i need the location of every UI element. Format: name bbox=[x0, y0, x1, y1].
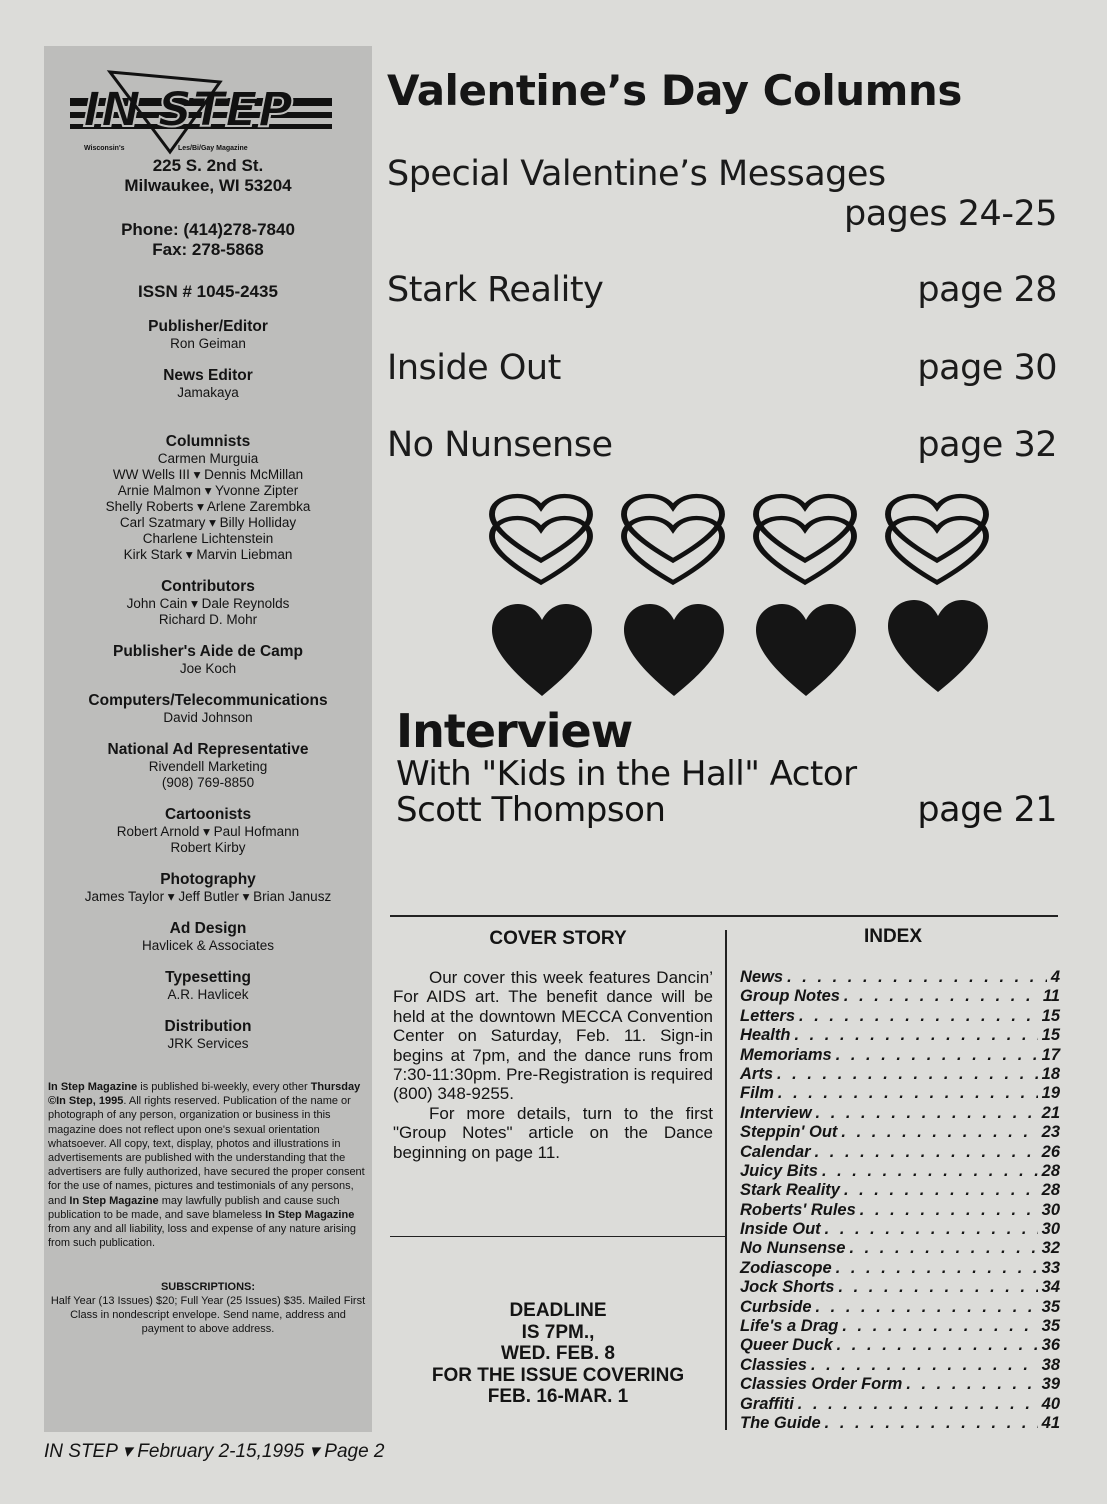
in-step-logo bbox=[70, 64, 332, 156]
deadline-notice bbox=[390, 1300, 726, 1408]
index-page-number: 30 bbox=[1041, 1200, 1060, 1219]
staff-name: Shelly Roberts ▾ Arlene Zarembka bbox=[105, 499, 311, 514]
staff-name: Robert Kirby bbox=[170, 840, 246, 855]
staff-section bbox=[44, 1018, 372, 1052]
index-page-number: 28 bbox=[1041, 1161, 1060, 1180]
column-page-valentines: pages 24-25 bbox=[844, 194, 1057, 234]
legal-bold-2: Thursday ©In Step, 1995 bbox=[48, 1081, 361, 1108]
staff-section bbox=[44, 969, 372, 1003]
index-leader-dots bbox=[837, 1336, 1038, 1355]
staff-section bbox=[44, 578, 372, 628]
index-row bbox=[740, 1375, 1060, 1394]
index-row bbox=[740, 1220, 1060, 1239]
index-page-number: 40 bbox=[1041, 1394, 1060, 1413]
staff-role: Cartoonists bbox=[164, 806, 252, 823]
logo-main-text: IN STEP bbox=[82, 82, 294, 138]
index-label: Jock Shorts bbox=[740, 1278, 835, 1297]
column-page-no-nunsense: page 32 bbox=[917, 425, 1057, 465]
deadline-line: IS 7PM., bbox=[521, 1321, 595, 1343]
logo-tagline-right: Les/Bi/Gay Magazine bbox=[178, 145, 248, 152]
index-row bbox=[740, 987, 1060, 1006]
address-line2: Milwaukee, WI 53204 bbox=[124, 176, 292, 195]
index-leader-dots bbox=[816, 1104, 1038, 1123]
index-page-number: 19 bbox=[1041, 1084, 1060, 1103]
index-leader-dots bbox=[825, 1414, 1038, 1433]
address-block bbox=[44, 156, 372, 196]
index-label: Arts bbox=[740, 1064, 774, 1083]
column-title-valentines: Special Valentine’s Messages bbox=[387, 154, 886, 194]
staff-name: Jamakaya bbox=[177, 385, 239, 400]
staff-section bbox=[44, 643, 372, 677]
deadline-line: DEADLINE bbox=[509, 1300, 607, 1321]
staff-name: Carl Szatmary ▾ Billy Holliday bbox=[119, 515, 297, 530]
double-heart-outline-icon bbox=[888, 496, 986, 582]
index-label: No Nunsense bbox=[740, 1239, 846, 1258]
solid-heart-icon bbox=[756, 604, 856, 696]
staff-name: Richard D. Mohr bbox=[158, 612, 258, 627]
cover-story-title: COVER STORY bbox=[489, 928, 627, 949]
index-row bbox=[740, 1395, 1060, 1414]
index-page-number: 21 bbox=[1041, 1103, 1060, 1122]
address-line1: 225 S. 2nd St. bbox=[152, 156, 264, 175]
index-label: The Guide bbox=[740, 1413, 821, 1432]
index-row bbox=[740, 1181, 1060, 1200]
staff-section bbox=[44, 920, 372, 954]
index-leader-dots bbox=[777, 1065, 1038, 1084]
staff-role: Columnists bbox=[165, 433, 251, 450]
index-label: Letters bbox=[740, 1006, 796, 1025]
index-row bbox=[740, 1239, 1060, 1258]
index-row bbox=[740, 1046, 1060, 1065]
deadline-line: FEB. 16-MAR. 1 bbox=[487, 1386, 629, 1407]
index-leader-dots bbox=[841, 1123, 1037, 1142]
index-page-number: 35 bbox=[1041, 1297, 1060, 1316]
staff-section bbox=[44, 433, 372, 563]
column-page-stark-reality: page 28 bbox=[917, 270, 1057, 310]
index-page-number: 17 bbox=[1041, 1045, 1060, 1064]
staff-name: Havlicek & Associates bbox=[141, 938, 275, 953]
index-row bbox=[740, 1065, 1060, 1084]
solid-heart-icon bbox=[624, 604, 724, 696]
interview-page: page 21 bbox=[917, 790, 1057, 830]
index-label: Stark Reality bbox=[740, 1181, 840, 1200]
index-row bbox=[740, 1201, 1060, 1220]
staff-name: Joe Koch bbox=[179, 661, 237, 676]
index-page-number: 28 bbox=[1041, 1181, 1060, 1200]
staff-role: Ad Design bbox=[169, 920, 247, 937]
staff-name: WW Wells III ▾ Dennis McMillan bbox=[112, 467, 304, 482]
index-leader-dots bbox=[836, 1046, 1038, 1065]
subscriptions-block bbox=[50, 1280, 366, 1336]
index-row bbox=[740, 1084, 1060, 1103]
interview-heading: Interview bbox=[396, 704, 633, 758]
index-page-number: 35 bbox=[1041, 1317, 1060, 1336]
index-row bbox=[740, 1336, 1060, 1355]
index-page-number: 15 bbox=[1041, 1026, 1060, 1045]
index-leader-dots bbox=[811, 1356, 1038, 1375]
index-page-number: 11 bbox=[1042, 987, 1060, 1006]
staff-name: Rivendell Marketing bbox=[148, 759, 268, 774]
index-label: Classies Order Form bbox=[740, 1375, 903, 1394]
index-page-number: 39 bbox=[1041, 1375, 1060, 1394]
index-leader-dots bbox=[787, 968, 1047, 987]
index-label: Memoriams bbox=[740, 1045, 832, 1064]
index-page-number: 26 bbox=[1041, 1142, 1060, 1161]
legal-text-2: . All rights reserved. Publication of the name or photograph of any person, organization or business in this magazine does not reflect upon one's sexual orientation whatsoever. All copy, text, display, photos and illustrations in advertisements are published with the understanding that the advertisers are fully authorized, have secured the proper consent for the use of names, pictures and testimonials of any persons, and bbox=[48, 1095, 365, 1207]
index-label: Zodiascope bbox=[740, 1258, 832, 1277]
subscriptions-text: Half Year (13 Issues) $20; Full Year (25 Issues) $35. Mailed First Class in nondescript envelope. Send name, address and payment to above address. bbox=[50, 1295, 366, 1335]
page-headline: Valentine’s Day Columns bbox=[387, 66, 962, 115]
index-leader-dots bbox=[798, 1395, 1038, 1414]
legal-text-4: from any and all liability, loss and expense of any nature arising from such publication. bbox=[48, 1223, 356, 1250]
deadline-line: FOR THE ISSUE COVERING bbox=[431, 1364, 685, 1386]
index-row bbox=[740, 1007, 1060, 1026]
index-page-number: 23 bbox=[1041, 1123, 1060, 1142]
index-row bbox=[740, 1026, 1060, 1045]
page-footer: IN STEP ▾ February 2-15,1995 ▾ Page 2 bbox=[44, 1441, 385, 1462]
interview-line2: Scott Thompson bbox=[396, 790, 666, 830]
index-leader-dots bbox=[906, 1375, 1037, 1394]
staff-role: Computers/Telecommunications bbox=[88, 692, 328, 709]
index-page-number: 36 bbox=[1041, 1336, 1060, 1355]
fax-number: Fax: 278-5868 bbox=[152, 240, 264, 259]
staff-role: Typesetting bbox=[165, 969, 251, 986]
masthead-panel bbox=[44, 46, 372, 1432]
index-row bbox=[740, 1298, 1060, 1317]
staff-name: Arnie Malmon ▾ Yvonne Zipter bbox=[117, 483, 299, 498]
index-leader-dots bbox=[849, 1239, 1037, 1258]
subscriptions-title: SUBSCRIPTIONS: bbox=[160, 1281, 256, 1293]
index-leader-dots bbox=[844, 1181, 1038, 1200]
hearts-illustration bbox=[488, 492, 1008, 702]
index-row bbox=[740, 1123, 1060, 1142]
staff-name: James Taylor ▾ Jeff Butler ▾ Brian Janusz bbox=[84, 889, 332, 904]
legal-bold-1: In Step Magazine bbox=[48, 1081, 138, 1093]
legal-text-3: may lawfully publish and cause such publication to be made, and save blameless bbox=[48, 1194, 340, 1221]
index-page-number: 4 bbox=[1050, 968, 1060, 986]
logo-tagline-left: Wisconsin's bbox=[84, 145, 125, 152]
staff-name: David Johnson bbox=[163, 710, 253, 725]
staff-name: Kirk Stark ▾ Marvin Liebman bbox=[123, 547, 293, 562]
staff-name: Charlene Lichtenstein bbox=[142, 531, 274, 546]
index-leader-dots bbox=[844, 987, 1039, 1006]
cover-story-paragraph: Our cover this week features Dancin’ For AIDS art. The benefit dance will be held at the downtown MECCA Convention Center on Saturday, Feb. 11. Sign-in begins at 7pm, and the dance runs from 7:30-11:30pm. Pre-Registration is required (800) 348-9255. bbox=[393, 968, 714, 1104]
staff-name: Ron Geiman bbox=[170, 336, 246, 351]
logo-wordmark bbox=[83, 82, 293, 138]
index-leader-dots bbox=[799, 1007, 1038, 1026]
deadline-line: WED. FEB. 8 bbox=[500, 1343, 615, 1364]
index-label: Roberts' Rules bbox=[740, 1200, 856, 1219]
index-page-number: 33 bbox=[1041, 1258, 1060, 1277]
staff-role: News Editor bbox=[163, 367, 253, 384]
legal-bold-4: In Step Magazine bbox=[265, 1208, 355, 1221]
column-title-no-nunsense: No Nunsense bbox=[387, 425, 613, 465]
index-label: Life's a Drag bbox=[740, 1317, 839, 1336]
double-heart-outline-icon bbox=[756, 496, 854, 582]
index-leader-dots bbox=[778, 1084, 1038, 1103]
index-leader-dots bbox=[816, 1298, 1038, 1317]
staff-list bbox=[44, 318, 372, 1067]
staff-section bbox=[44, 367, 372, 401]
cover-story-body bbox=[393, 968, 713, 1162]
index-page-number: 41 bbox=[1041, 1413, 1060, 1432]
index-label: Film bbox=[740, 1084, 774, 1103]
section-divider bbox=[390, 915, 1058, 917]
staff-name: A.R. Havlicek bbox=[167, 987, 249, 1002]
index-leader-dots bbox=[842, 1317, 1037, 1336]
staff-role: National Ad Representative bbox=[107, 741, 309, 758]
staff-name: (908) 769-8850 bbox=[161, 775, 255, 790]
solid-heart-icon bbox=[888, 600, 988, 692]
staff-section bbox=[44, 692, 372, 726]
index-title: INDEX bbox=[863, 926, 923, 947]
index-label: Juicy Bits bbox=[740, 1161, 818, 1180]
index-row bbox=[740, 1317, 1060, 1336]
index-row bbox=[740, 1414, 1060, 1433]
index-leader-dots bbox=[794, 1026, 1037, 1045]
phone-number: Phone: (414)278-7840 bbox=[121, 220, 295, 239]
double-heart-outline-icon bbox=[624, 496, 722, 582]
interview-line1: With "Kids in the Hall" Actor bbox=[396, 754, 857, 794]
staff-role: Distribution bbox=[164, 1018, 252, 1035]
index-row bbox=[740, 1259, 1060, 1278]
staff-name: JRK Services bbox=[167, 1036, 249, 1051]
index-page-number: 34 bbox=[1041, 1278, 1060, 1297]
index-row bbox=[740, 1143, 1060, 1162]
index-label: Inside Out bbox=[740, 1220, 821, 1239]
index-page-number: 18 bbox=[1041, 1064, 1060, 1083]
staff-role: Photography bbox=[160, 871, 256, 888]
cover-divider bbox=[390, 1236, 726, 1237]
index-label: Graffiti bbox=[740, 1394, 794, 1413]
legal-notice bbox=[48, 1080, 370, 1250]
index-label: Classies bbox=[740, 1355, 807, 1374]
staff-name: John Cain ▾ Dale Reynolds bbox=[126, 596, 290, 611]
staff-role: Contributors bbox=[161, 578, 255, 595]
index-page-number: 30 bbox=[1041, 1220, 1060, 1239]
index-row bbox=[740, 1278, 1060, 1297]
index-leader-dots bbox=[815, 1143, 1038, 1162]
index-leader-dots bbox=[822, 1162, 1038, 1181]
cover-story-paragraph: For more details, turn to the first "Group Notes" article on the Dance beginning on page 11. bbox=[393, 1103, 713, 1162]
contact-block bbox=[44, 220, 372, 260]
index-label: Curbside bbox=[740, 1297, 812, 1316]
index-row bbox=[740, 1356, 1060, 1375]
index-label: Queer Duck bbox=[740, 1336, 833, 1355]
issn-number: ISSN # 1045-2435 bbox=[138, 282, 278, 301]
index-page-number: 38 bbox=[1041, 1355, 1060, 1374]
index-label: Group Notes bbox=[740, 987, 840, 1006]
index-label: Calendar bbox=[740, 1142, 811, 1161]
legal-text-1: is published bi-weekly, every other bbox=[137, 1081, 311, 1093]
index-leader-dots bbox=[825, 1220, 1038, 1239]
index-row bbox=[740, 1162, 1060, 1181]
double-heart-outline-icon bbox=[492, 496, 590, 582]
staff-section bbox=[44, 318, 372, 352]
staff-role: Publisher/Editor bbox=[148, 318, 268, 335]
index-row bbox=[740, 1104, 1060, 1123]
staff-name: Robert Arnold ▾ Paul Hofmann bbox=[116, 824, 300, 839]
index-page-number: 15 bbox=[1041, 1006, 1060, 1025]
solid-heart-icon bbox=[492, 604, 592, 696]
index-leader-dots bbox=[860, 1201, 1038, 1220]
index-row bbox=[740, 968, 1060, 987]
index-label: Health bbox=[740, 1026, 791, 1045]
staff-section bbox=[44, 871, 372, 905]
index-leader-dots bbox=[836, 1259, 1038, 1278]
staff-section bbox=[44, 741, 372, 791]
staff-section bbox=[44, 806, 372, 856]
index-label: Steppin' Out bbox=[740, 1123, 838, 1142]
legal-bold-3: In Step Magazine bbox=[69, 1194, 159, 1207]
index-leader-dots bbox=[838, 1278, 1037, 1297]
index-label: Interview bbox=[740, 1103, 812, 1122]
column-page-inside-out: page 30 bbox=[917, 348, 1057, 388]
column-title-stark-reality: Stark Reality bbox=[387, 270, 604, 310]
index-page-number: 32 bbox=[1041, 1239, 1060, 1258]
index-label: News bbox=[740, 968, 784, 986]
staff-name: Carmen Murguia bbox=[157, 451, 259, 466]
index-list bbox=[740, 968, 1060, 1433]
staff-role: Publisher's Aide de Camp bbox=[112, 643, 304, 660]
column-title-inside-out: Inside Out bbox=[387, 348, 561, 388]
